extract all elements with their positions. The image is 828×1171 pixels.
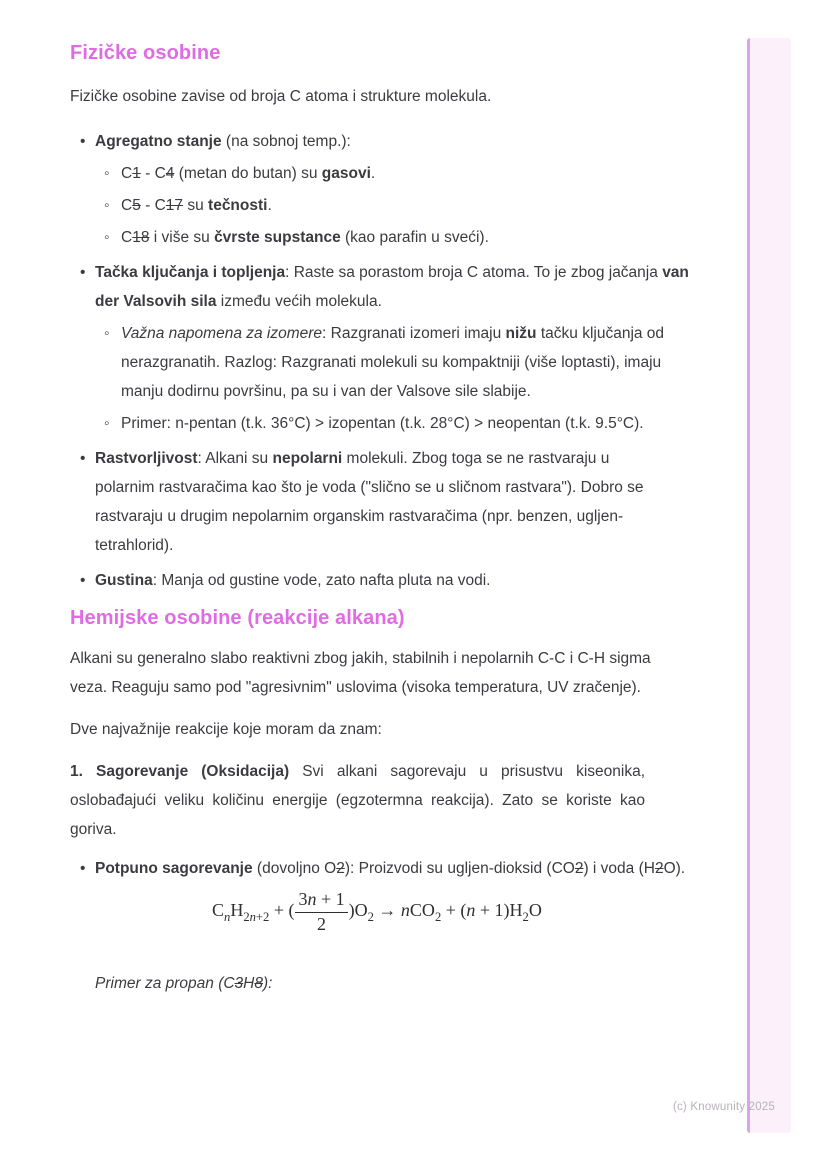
gases-run3: (metan do butan) su — [174, 165, 322, 182]
bullet-icon: • — [80, 860, 86, 877]
gases-end: . — [370, 165, 376, 182]
liquids-end: . — [267, 197, 272, 214]
boiling-label: Tačka ključanja i topljenja — [95, 264, 286, 281]
eq-arrow: → — [373, 900, 401, 921]
aggregate-state-rest: (na sobnoj temp.): — [221, 133, 351, 150]
eq-num2: n — [307, 889, 317, 909]
solids-sub1: 18 — [132, 229, 150, 246]
complete-combustion-label: Potpuno sagorevanje — [95, 860, 253, 877]
isomer-run2: tačku ključanja od nerazgranatih. Razlog: Razgranati molekuli su kompaktniji (više loptasti), imaju manju dodirnu površinu, pa su i van der Valsove sile slabije. — [121, 325, 665, 400]
circle-bullet-icon: ◦ — [104, 415, 110, 432]
propane-run3: ): — [263, 975, 273, 993]
eq-fraction-denominator: 2 — [295, 912, 347, 936]
combustion-run: Svi alkani sagorevaju u prisustvu kiseonika, oslobađajući veliku količinu energije (egzotermna reakcija). Zato se koriste kao goriva. — [70, 763, 646, 838]
eq-coef2: n — [466, 900, 476, 921]
eq-h-sub3: +2 — [255, 909, 270, 924]
solubility-text — [95, 444, 655, 560]
aggregate-state-label: Agregatno stanje — [95, 133, 222, 150]
propane-sub2: 8 — [254, 975, 263, 993]
complete-combustion-text — [95, 854, 685, 883]
eq-coef1: n — [400, 900, 410, 921]
list-item-solubility — [70, 444, 692, 560]
copyright-notice: (c) Knowunity 2025 — [672, 1101, 775, 1113]
aggregate-state-sublist — [95, 159, 489, 252]
propane-example-line — [95, 969, 692, 998]
isomer-note-text — [121, 319, 681, 406]
boiling-bold2: van der Valsovih sila — [95, 264, 689, 310]
complete-sub2: 2 — [574, 860, 584, 877]
liquids-sub1: 5 — [132, 197, 141, 214]
list-item-complete-combustion — [70, 854, 692, 883]
eq-c-sub: n — [224, 909, 231, 924]
list-item-aggregate-state — [70, 127, 692, 252]
density-run: : Manja od gustine vode, zato nafta pluta na vodi. — [152, 572, 491, 589]
complete-run4: O). — [663, 860, 686, 877]
density-text — [95, 566, 491, 595]
gases-sub2: 4 — [165, 165, 175, 182]
isomer-note-label: Važna napomena za izomere — [121, 325, 323, 342]
eq-h-sub2: n — [249, 909, 256, 924]
complete-run1: (dovoljno O — [252, 860, 337, 877]
solids-run2: i više su — [149, 229, 215, 246]
eq-h2: H — [509, 900, 523, 921]
gases-run2: - C — [140, 165, 166, 182]
liquids-bold: tečnosti — [208, 197, 268, 214]
boiling-run2: između većih molekula. — [216, 293, 382, 310]
circle-bullet-icon: ◦ — [104, 197, 110, 214]
sublist-item-liquids — [95, 191, 489, 220]
solids-bold: čvrste supstance — [214, 229, 341, 246]
eq-fraction — [295, 889, 347, 935]
solubility-run1: : Alkani su — [197, 450, 273, 467]
liquids-text — [121, 191, 272, 220]
liquids-sub2: 17 — [165, 197, 184, 214]
eq-num3: + 1 — [316, 889, 345, 909]
circle-bullet-icon: ◦ — [104, 229, 110, 246]
sublist-item-solids — [95, 223, 489, 252]
bullet-icon: • — [80, 133, 86, 150]
isomer-bold: nižu — [505, 325, 537, 342]
complete-sub1: 2 — [336, 860, 345, 877]
list-item-density — [70, 566, 692, 595]
eq-o-sub: 2 — [367, 909, 374, 924]
bullet-icon: • — [80, 264, 86, 281]
pentane-example-text: Primer: n-pentan (t.k. 36°C) > izopentan (t.k. 28°C) > neopentan (t.k. 9.5°C). — [121, 415, 644, 432]
solids-run: C — [121, 229, 133, 246]
eq-close2: + 1) — [475, 900, 510, 921]
propane-run2: H — [243, 975, 255, 993]
eq-num1: 3 — [298, 889, 308, 909]
bullet-icon: • — [80, 450, 86, 467]
combustion-list — [70, 854, 692, 883]
complete-run2: ): Proizvodi su ugljen-dioksid (CO — [344, 860, 575, 877]
eq-h: H — [230, 900, 244, 921]
bullet-icon: • — [80, 572, 86, 589]
eq-co: CO — [409, 900, 435, 921]
solubility-label: Rastvorljivost — [95, 450, 198, 467]
eq-fraction-numerator — [295, 889, 347, 912]
boiling-point-text — [95, 258, 690, 438]
eq-c: C — [212, 900, 225, 921]
boiling-run1: : Raste sa porastom broja C atoma. To je zbog jačanja — [285, 264, 663, 281]
solubility-bold2: nepolarni — [272, 450, 343, 467]
circle-bullet-icon: ◦ — [104, 165, 110, 182]
aggregate-state-text — [95, 127, 489, 252]
combustion-label: 1. Sagorevanje (Oksidacija) — [70, 763, 290, 780]
section-title-chemical: Hemijske osobine (reakcije alkana) — [70, 607, 405, 629]
liquids-run3: su — [183, 197, 209, 214]
density-label: Gustina — [95, 572, 153, 589]
reactions-lead-paragraph: Dve najvažnije reakcije koje moram da znam: — [70, 721, 382, 738]
page-content — [70, 0, 692, 998]
solids-text — [121, 223, 489, 252]
section-title-physical: Fizičke osobine — [70, 42, 221, 64]
eq-close1: ) — [348, 900, 355, 921]
eq-plus2: + ( — [441, 900, 467, 921]
eq-o2: O — [528, 900, 542, 921]
eq-plus1: + ( — [269, 900, 295, 921]
eq-h2-sub: 2 — [522, 909, 529, 924]
sublist-item-gases — [95, 159, 489, 188]
circle-bullet-icon: ◦ — [104, 325, 110, 342]
sublist-item-isomer-note — [95, 319, 690, 406]
boiling-point-sublist — [95, 319, 690, 438]
eq-co-sub: 2 — [434, 909, 442, 924]
list-item-boiling-point — [70, 258, 692, 438]
propane-sub1: 3 — [234, 975, 244, 993]
gases-sub1: 1 — [132, 165, 141, 182]
isomer-run1: : Razgranati izomeri imaju — [322, 325, 506, 342]
propane-run1: Primer za propan (C — [95, 975, 235, 993]
eq-o: O — [354, 900, 368, 921]
combustion-equation — [212, 889, 692, 935]
highlight-bar — [747, 38, 791, 1133]
solubility-run2: molekuli. Zbog toga se ne rastvaraju u polarnim rastvaračima kao što je voda ("slično se u sličnom rastvara"). Dobro se rastvaraju u drugim nepolarnim organskim rastvaračima (npr. benzen, ugljen-tetrahlorid). — [95, 450, 644, 554]
combustion-paragraph — [70, 757, 645, 844]
complete-sub3: 2 — [654, 860, 664, 877]
solids-end: (kao parafin u sveći). — [340, 229, 489, 246]
gases-bold: gasovi — [321, 165, 371, 182]
gases-text — [121, 159, 375, 188]
gases-run: C — [121, 165, 133, 182]
chemical-intro-paragraph: Alkani su generalno slabo reaktivni zbog jakih, stabilnih i nepolarnih C-C i C-H sigma veza. Reaguju samo pod "agresivnim" uslovima (visoka temperatura, UV zračenje). — [70, 650, 651, 696]
sublist-item-pentane-example — [95, 409, 690, 438]
physical-properties-list — [70, 127, 692, 595]
liquids-run2: - C — [140, 197, 166, 214]
complete-run3: ) i voda (H — [583, 860, 655, 877]
liquids-run: C — [121, 197, 133, 214]
eq-h-sub1: 2 — [243, 909, 250, 924]
physical-intro-paragraph: Fizičke osobine zavise od broja C atoma i strukture molekula. — [70, 88, 492, 105]
